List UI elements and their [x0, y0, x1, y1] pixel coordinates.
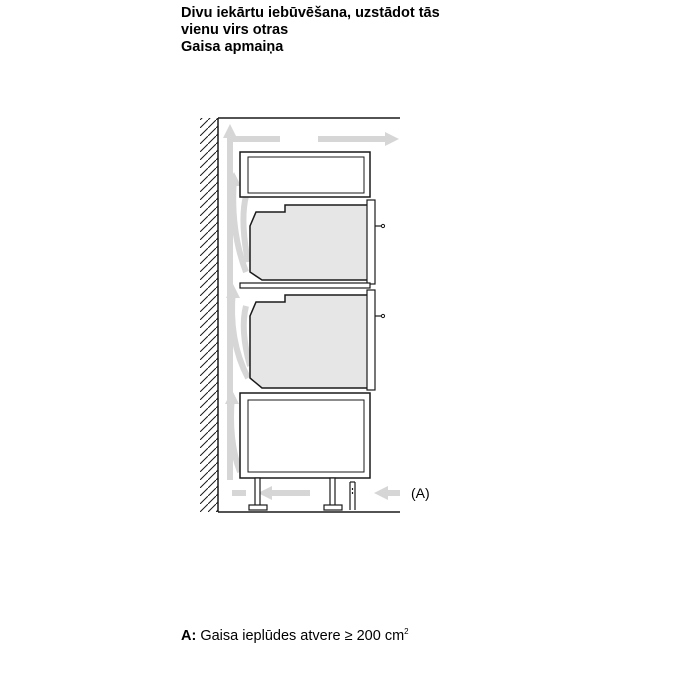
upper-appliance [250, 200, 385, 284]
legend-text: Gaisa ieplūdes atvere ≥ 200 cm [200, 628, 405, 644]
legend [181, 627, 409, 644]
legend-superscript: 2 [404, 627, 409, 636]
middle-shelf [240, 283, 370, 288]
title-line-1: Divu iekārtu iebūvēšana, uzstādot tās [181, 5, 440, 21]
lower-appliance [250, 290, 385, 390]
base-cabinet [240, 393, 370, 478]
callout-label-a: (A) [411, 485, 430, 501]
wall [200, 118, 218, 512]
top-cabinet [240, 152, 370, 197]
title-line-3: Gaisa apmaiņa [181, 39, 284, 55]
title-line-2: vienu virs otras [181, 22, 289, 38]
air-inlet-opening [350, 482, 355, 510]
legend-key: A: [181, 628, 197, 644]
